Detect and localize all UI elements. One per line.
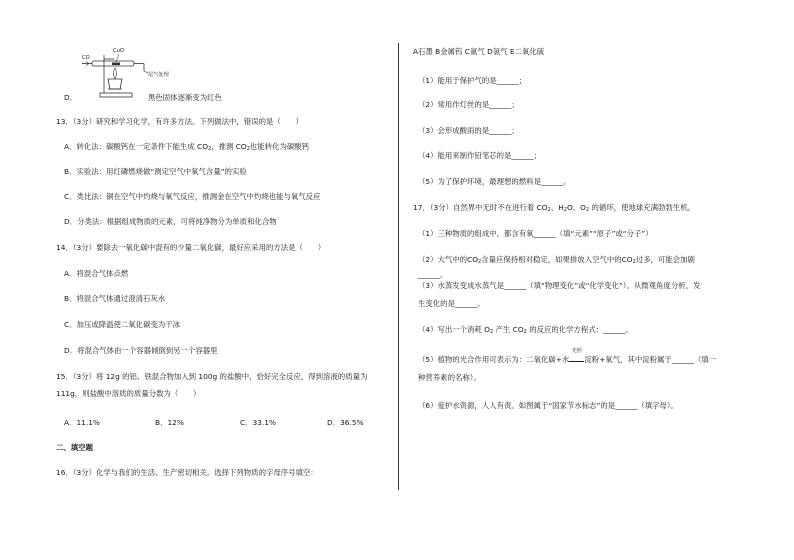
option-d-marker: D． (64, 93, 78, 102)
co-label: CO (82, 55, 90, 61)
q17-item-4: （4）写出一个消耗 $O_2$ 产生 $CO_2$ 的反应的化学方程式：______。 (418, 325, 633, 335)
column-divider (398, 43, 399, 490)
q14-stem: 14．（3分）要除去一氧化碳中混有的少量二氧化碳，最好应采用的方法是（ ） (56, 243, 326, 252)
q17-stem: 17．（3分）自然界中无时不在进行着 $CO_2$、$H_2O$、$O_2$ 的循环，使地球充满勃勃生机。 (413, 203, 695, 213)
q17-item-1: （1）三种物质的组成中，都含有氧______（填“元素”“原子”或“分子”） (418, 229, 653, 238)
q16-item-4: （4）能用来制作铅笔芯的是______； (418, 151, 541, 160)
q13-option-b: B．实验法：用红磷燃烧做“测定空气中氧气含量”的实验 (64, 167, 247, 176)
q17-item-6: （6）爱护水资源，人人有责。如图属于“国家节水标志”的是______（填字母）。 (418, 401, 678, 410)
q13-stem: 13．（3分）研究和学习化学，有许多方法。下列做法中，错误的是（ ） (56, 117, 303, 126)
q16-item-1: （1）能用于保护气的是______； (418, 76, 527, 85)
q15-stem-line2: 111g，则盐酸中溶质的质量分数为（ ） (56, 389, 201, 398)
q16-options: A石墨 B金属钨 C氮气 D氢气 E二氧化硫 (413, 47, 545, 56)
q14-option-c: C．加压或降温使二氧化碳变为干冰 (64, 320, 181, 329)
q15-option-b: B．12% (155, 418, 184, 427)
option-d-text: 黑色固体逐渐变为红色 (148, 93, 222, 102)
q17-item-5-line1: （5）植物的光合作用可表示为：二氧化碳+水 光照 淀粉+氧气，其中淀粉属于______（填一 (418, 348, 717, 364)
q14-option-d: D．将混合气体由一个容器倾倒到另一个容器里 (64, 346, 218, 355)
q13-option-a: A．转化法：碳酸钙在一定条件下能生成 $CO_2$，推测 $CO_2$也能转化为碳酸钙 (64, 142, 310, 152)
cuo-label: CuO (113, 48, 124, 54)
q15-option-c: C．33.1% (240, 418, 277, 427)
q14-option-b: B．将混合气体通过澄清石灰水 (64, 294, 166, 303)
q16-stem: 16．（3分）化学与我们的生活、生产密切相关。选择下列物质的字母序号填空： (56, 468, 318, 477)
q16-item-5: （5）为了保护环境，最理想的燃料是______。 (418, 177, 571, 186)
q17-item-5-line2: 种营养素的名称）。 (418, 373, 481, 382)
section-fill-in-heading: 二、填空题 (56, 443, 93, 452)
light-condition-arrow: 光照 (569, 355, 584, 365)
q13-option-c: C．类比法：铜在空气中灼烧与氧气反应，推测金在空气中灼烧也能与氧气反应 (64, 192, 321, 201)
q17-item-3-line1: （3）水蒸发变成水蒸气是______（填“物理变化”或“化学变化”）。从微观角度分析，发 (418, 281, 701, 290)
q14-option-a: A．将混合气体点燃 (64, 269, 129, 278)
q17-item-3-line2: 生变化的是______。 (418, 299, 485, 308)
q15-option-d: D．36.5% (327, 418, 364, 427)
q17-item-2-line1: （2）大气中的$CO_2$含量应保持相对稳定，如果排放入空气中的$CO_2$过多，可能会加剧 (418, 255, 695, 265)
q16-item-2: （2）常用作灯丝的是______； (418, 100, 519, 109)
tail-gas-label: 尾气处理 (148, 72, 169, 78)
q13-option-d: D．分类法：根据组成物质的元素，可将纯净物分为单质和化合物 (64, 217, 277, 226)
q17-item-2-line2: ______。 (418, 270, 448, 279)
q16-item-3: （3）会形成酸雨的是______； (418, 126, 519, 135)
q15-stem-line1: 15．（3分）将 12g 的铝、铁混合物加入到 100g 的盐酸中，恰好完全反应，得到溶液的质量为 (56, 372, 368, 381)
q15-option-a: A．11.1% (64, 418, 100, 427)
